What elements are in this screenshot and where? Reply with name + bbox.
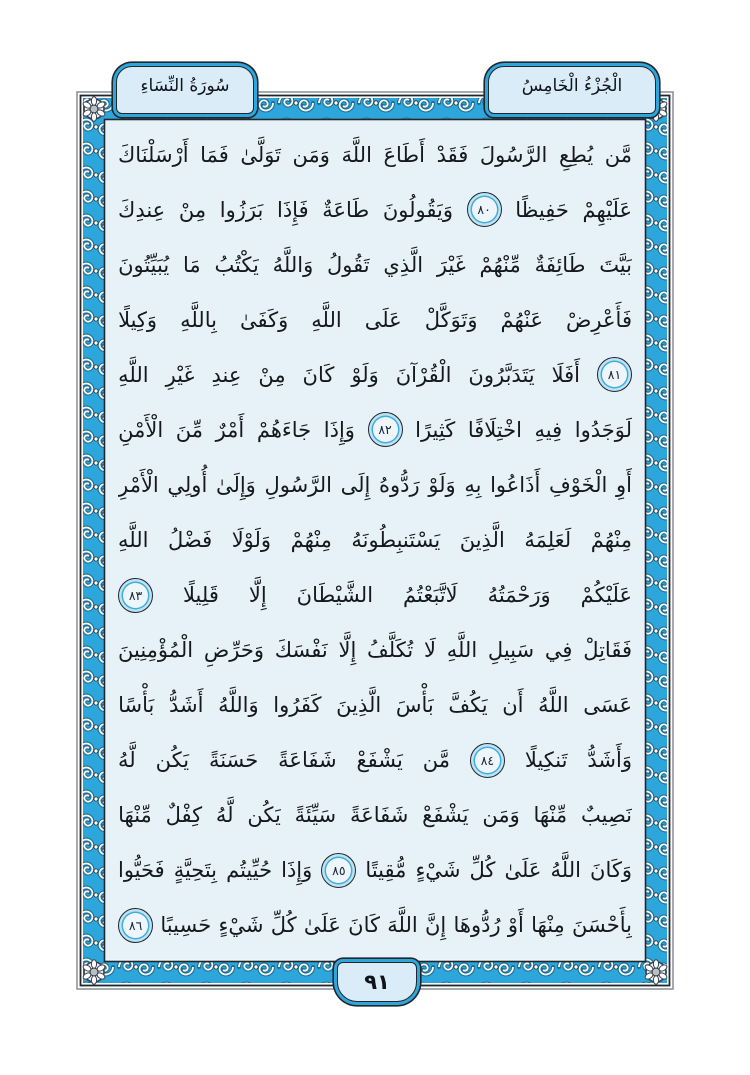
- ayah-end-marker: ٨٤: [470, 743, 505, 778]
- quran-word: اللَّهِ: [311, 307, 342, 332]
- quran-word: شَيْءٍ: [218, 913, 264, 938]
- quran-word: الَّذِي: [383, 252, 424, 277]
- quran-word: الْأَمْرِ: [118, 472, 159, 497]
- quran-word: وَإِذَا: [323, 417, 355, 442]
- quran-line: [118, 679, 632, 732]
- quran-word: نَفْسَكَ: [274, 638, 328, 663]
- quran-line: [118, 348, 632, 401]
- quran-word: مِّنَ: [175, 417, 203, 442]
- quran-word: اللَّهِ: [118, 527, 149, 552]
- quran-word: مَا: [183, 252, 201, 277]
- quran-word: أَذَاعُوا: [490, 472, 541, 497]
- quran-line: [118, 734, 632, 787]
- quran-word: حُيِّيتُم: [226, 858, 273, 883]
- quran-word: فَإِذَا: [276, 197, 309, 222]
- quran-word: يَكُن: [247, 803, 281, 828]
- quran-word: وَلَوْلَا: [231, 527, 272, 552]
- quran-word: أَفَلَا: [551, 362, 581, 387]
- quran-word: اللَّهَ: [387, 913, 418, 938]
- quran-line: [118, 513, 632, 566]
- quran-line: [118, 183, 632, 236]
- quran-word: يَسْتَنبِطُونَهُ: [351, 527, 441, 552]
- quran-line: [118, 844, 632, 897]
- quran-line: [118, 238, 632, 291]
- quran-word: تَوَلَّىٰ: [240, 142, 281, 167]
- quran-word: فَقَدْ: [436, 142, 469, 167]
- quran-line: [118, 569, 632, 622]
- quran-word: يَتَدَبَّرُونَ: [468, 362, 535, 387]
- quran-line: [118, 624, 632, 677]
- quran-word: اللَّهِ: [446, 638, 478, 663]
- quran-word: سَبِيلِ: [487, 638, 535, 663]
- quran-word: أَرْسَلْنَاكَ: [118, 142, 189, 167]
- quran-line: [118, 293, 632, 346]
- quran-text-panel: [106, 121, 644, 959]
- quran-word: وَلَوْ: [351, 362, 379, 387]
- quran-word: طَاعَةٌ: [322, 197, 370, 222]
- surah-name-tab: [116, 66, 254, 114]
- surah-name-label: سُورَةُ النِّسَاءِ: [140, 76, 230, 96]
- page-number-tab: [337, 962, 417, 1002]
- quran-word: مِنْ: [178, 197, 207, 222]
- quran-word: مِّنْهَا: [533, 803, 568, 828]
- quran-word: بِأَحْسَنَ: [572, 913, 632, 938]
- ayah-end-marker: ٨٢: [368, 412, 403, 447]
- quran-word: يُطِعِ: [558, 142, 594, 167]
- quran-word: الرَّسُولَ: [479, 142, 548, 167]
- quran-word: سَيِّئَةً: [294, 803, 337, 828]
- quran-word: فَضْلُ: [168, 527, 213, 552]
- quran-word: أَوْ: [507, 913, 524, 938]
- quran-word: يَكُن: [155, 748, 190, 773]
- quran-word: فِي: [544, 638, 573, 663]
- quran-word: لَّهُ: [118, 748, 136, 773]
- quran-line: [118, 458, 632, 511]
- quran-word: عَلَى: [364, 307, 402, 332]
- quran-word: حَفِيظًا: [515, 197, 569, 222]
- ayah-end-marker: ٨٣: [118, 578, 153, 613]
- quran-word: عَلَيْكُمْ: [580, 583, 632, 608]
- quran-word: كُلِّ: [270, 913, 297, 938]
- quran-word: تَقُولُ: [327, 252, 370, 277]
- ayah-end-marker: ٨٠: [467, 192, 502, 227]
- quran-word: شَيْءٍ: [415, 858, 461, 883]
- quran-word: مِّنْهَا: [118, 803, 152, 828]
- quran-word: وَلَوْ: [428, 472, 456, 497]
- quran-word: غَيْرِ: [165, 362, 195, 387]
- quran-word: فَمَا: [200, 142, 229, 167]
- ayah-end-marker: ٨٦: [118, 908, 153, 943]
- quran-line: [118, 899, 632, 952]
- quran-word: وَرَحْمَتُهُ: [487, 583, 551, 608]
- quran-word: لَا: [423, 638, 436, 663]
- quran-word: وَكَفَىٰ: [239, 307, 289, 332]
- quran-word: وَاللَّهُ: [272, 252, 314, 277]
- quran-word: الْخَوْفِ: [548, 472, 608, 497]
- quran-word: الَّذِينَ: [336, 693, 382, 718]
- ayah-end-marker: ٨٥: [321, 853, 356, 888]
- quran-word: عِندِ: [211, 362, 242, 387]
- quran-word: كَثِيرًا: [415, 417, 456, 442]
- quran-word: وَأَشَدُّ: [587, 748, 632, 773]
- quran-word: جَاءَهُمْ: [256, 417, 312, 442]
- quran-word: نَصِيبٌ: [580, 803, 632, 828]
- quran-word: فِيهِ: [534, 417, 563, 442]
- quran-word: شَفَاعَةً: [349, 803, 409, 828]
- quran-word: وَإِذَا: [281, 858, 313, 883]
- quran-word: طَائِفَةٌ: [534, 252, 586, 277]
- quran-word: إِلَّا: [338, 638, 357, 663]
- quran-word: الْقُرْآنَ: [395, 362, 452, 387]
- quran-word: الْمُؤْمِنِينَ: [118, 638, 194, 663]
- quran-word: الشَّيْطَانَ: [296, 583, 374, 608]
- quran-word: يَكُفَّ: [448, 693, 488, 718]
- quran-word: تُكَلَّفُ: [367, 638, 414, 663]
- quran-word: بِاللَّهِ: [180, 307, 217, 332]
- quran-word: لَوَجَدُوا: [574, 417, 632, 442]
- quran-word: مَّن: [422, 748, 451, 773]
- quran-word: وَكِيلًا: [118, 307, 158, 332]
- quran-word: عَنْهُمْ: [500, 307, 544, 332]
- quran-word: بِهِ: [464, 472, 482, 497]
- quran-word: إِلَى: [340, 472, 371, 497]
- quran-word: الرَّسُولِ: [264, 472, 332, 497]
- quran-word: بَأْسَ: [395, 693, 434, 718]
- quran-word: قَلِيلًا: [183, 583, 219, 608]
- quran-word: وَمَن: [482, 803, 520, 828]
- quran-word: عَلَىٰ: [504, 858, 542, 883]
- quran-word: وَإِلَىٰ: [215, 472, 256, 497]
- quran-word: أَمْرٌ: [215, 417, 245, 442]
- quran-word: كُلِّ: [469, 858, 496, 883]
- quran-line: [118, 403, 632, 456]
- quran-word: أَشَدُّ: [168, 693, 204, 718]
- quran-word: مَّن: [604, 142, 632, 167]
- quran-word: الَّذِينَ: [459, 527, 505, 552]
- quran-word: شَفَاعَةً: [278, 748, 337, 773]
- quran-word: فَأَعْرِضْ: [566, 307, 632, 332]
- quran-word: بَيَّتَ: [599, 252, 632, 277]
- quran-word: كِفْلٌ: [165, 803, 203, 828]
- quran-word: إِنَّ: [424, 913, 447, 938]
- quran-word: يَشْفَعْ: [356, 748, 403, 773]
- quran-word: الْأَمْنِ: [118, 417, 164, 442]
- quran-word: أَوِ: [616, 472, 632, 497]
- quran-word: وَتَوَكَّلْ: [424, 307, 478, 332]
- quran-word: يُبَيِّتُونَ: [118, 252, 170, 277]
- quran-word: يَشْفَعْ: [422, 803, 469, 828]
- quran-word: عَلَيْهِمْ: [582, 197, 632, 222]
- quran-word: مِنْهَا: [531, 913, 565, 938]
- quran-word: كَفَرُوا: [273, 693, 322, 718]
- quran-word: بِتَحِيَّةٍ: [173, 858, 218, 883]
- quran-word: فَحَيُّوا: [118, 858, 165, 883]
- quran-word: بَأْسًا: [118, 693, 155, 718]
- quran-word: رُدُّوهَا: [453, 913, 501, 938]
- quran-word: لَّهُ: [215, 803, 234, 828]
- quran-word: أُولِي: [167, 472, 208, 497]
- quran-word: وَاللَّهُ: [218, 693, 259, 718]
- quran-word: تَنكِيلًا: [524, 748, 568, 773]
- quran-word: اللَّهِ: [118, 362, 149, 387]
- quran-word: يَكْتُبُ: [214, 252, 259, 277]
- quran-word: عَسَى: [583, 693, 632, 718]
- quran-word: مِنْهُمْ: [290, 527, 332, 552]
- page-number-label: ٩١: [364, 970, 390, 994]
- quran-word: عَلَىٰ: [303, 913, 341, 938]
- quran-word: لَعَلِمَهُ: [524, 527, 572, 552]
- quran-word: غَيْرَ: [436, 252, 466, 277]
- quran-word: حَسِيبًا: [160, 913, 212, 938]
- quran-word: اللَّهُ: [538, 693, 569, 718]
- quran-word: حَسَنَةً: [208, 748, 259, 773]
- quran-word: بَرَزُوا: [219, 197, 264, 222]
- quran-word: فَقَاتِلْ: [583, 638, 632, 663]
- quran-word: كَانَ: [302, 362, 335, 387]
- quran-word: وَمَن: [292, 142, 330, 167]
- quran-word: وَحَرِّضِ: [203, 638, 265, 663]
- juz-name-tab: [488, 66, 656, 114]
- quran-word: إِلَّا: [248, 583, 267, 608]
- juz-name-label: الْجُزْءُ الْخَامِسُ: [521, 76, 623, 96]
- quran-line: [118, 128, 632, 181]
- quran-word: عِندِكَ: [118, 197, 166, 222]
- ayah-end-marker: ٨١: [597, 357, 632, 392]
- quran-word: رَدُّوهُ: [379, 472, 420, 497]
- quran-word: أَطَاعَ: [383, 142, 425, 167]
- quran-word: كَانَ: [348, 913, 380, 938]
- quran-word: مِنْهُمْ: [590, 527, 632, 552]
- quran-word: مِنْ: [258, 362, 286, 387]
- quran-word: وَيَقُولُونَ: [382, 197, 453, 222]
- quran-word: اللَّهَ: [341, 142, 372, 167]
- quran-word: مُّقِيتًا: [365, 858, 407, 883]
- quran-word: مِّنْهُمْ: [479, 252, 521, 277]
- quran-line: [118, 789, 632, 842]
- quran-word: لَاتَّبَعْتُمُ: [403, 583, 458, 608]
- quran-word: أَن: [502, 693, 524, 718]
- quran-word: وَكَانَ: [590, 858, 632, 883]
- quran-word: اللَّهُ: [550, 858, 581, 883]
- quran-word: اخْتِلَافًا: [467, 417, 522, 442]
